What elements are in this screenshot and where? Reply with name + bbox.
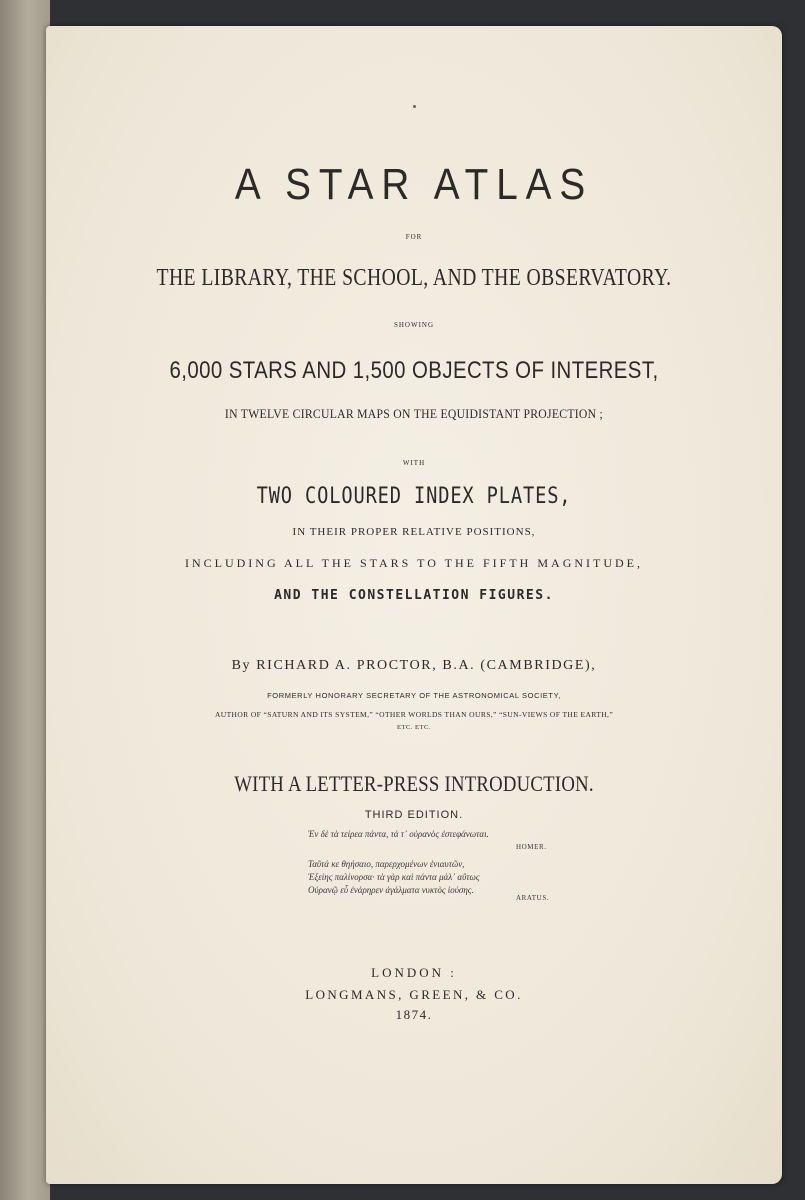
aratus-quote-line-2: Ἑξείης παλίνορσα· τὰ γὰρ καὶ πάντα μάλ᾽ αὔτως (308, 872, 480, 882)
aratus-quote-line-1: Ταῦτά κε θηήσαιο, παρερχομένων ἐνιαυτῶν, (308, 859, 465, 869)
including-line: INCLUDING ALL THE STARS TO THE FIFTH MAGNITUDE, (184, 556, 644, 570)
facing-page-edge (0, 0, 50, 1200)
aratus-quote-line-3: Οὐρανῷ εὖ ἐνάρηρεν ἀγάλματα νυκτὸς ἰούσης. (308, 885, 474, 895)
positions-line: IN THEIR PROPER RELATIVE POSITIONS, (292, 526, 536, 538)
author-line: By RICHARD A. PROCTOR, B.A. (CAMBRIDGE), (231, 658, 597, 673)
formerly-line: FORMERLY HONORARY SECRETARY OF THE ASTRONOMICAL SOCIETY, (267, 691, 561, 700)
book-subtitle: THE LIBRARY, THE SCHOOL, AND THE OBSERVATORY. (156, 265, 672, 291)
title-page (46, 26, 782, 1184)
ink-speck (413, 105, 416, 108)
letterpress-line: WITH A LETTER-PRESS INTRODUCTION. (234, 771, 594, 796)
figures-line: AND THE CONSTELLATION FIGURES. (274, 588, 554, 603)
maps-line: IN TWELVE CIRCULAR MAPS ON THE EQUIDISTANT PROJECTION ; (224, 406, 604, 421)
book-title: A STAR ATLAS (234, 160, 594, 209)
imprint-year: 1874. (395, 1007, 433, 1022)
imprint-city: LONDON : (371, 965, 457, 980)
works-line: AUTHOR OF “SATURN AND ITS SYSTEM,” “OTHER WORLDS THAN OURS,” “SUN-VIEWS OF THE EARTH,” (214, 710, 614, 719)
connector-for: FOR (405, 233, 423, 241)
stars-line: 6,000 STARS AND 1,500 OBJECTS OF INTEREST, (169, 357, 659, 384)
connector-with: WITH (402, 459, 426, 467)
aratus-attribution: ARATUS. (516, 894, 550, 902)
edition-label: THIRD EDITION. (364, 809, 464, 821)
connector-showing: SHOWING (393, 321, 435, 329)
etc-line: ETC. ETC. (397, 724, 431, 731)
plates-line: TWO COLOURED INDEX PLATES, (256, 484, 572, 509)
homer-quote: Ἐν δὲ τὰ τείρεα πάντα, τά τ᾽ οὐρανὸς ἐστεφάνωται. (308, 829, 489, 839)
imprint-publisher: LONGMANS, GREEN, & CO. (305, 987, 523, 1002)
homer-attribution: HOMER. (516, 843, 547, 851)
